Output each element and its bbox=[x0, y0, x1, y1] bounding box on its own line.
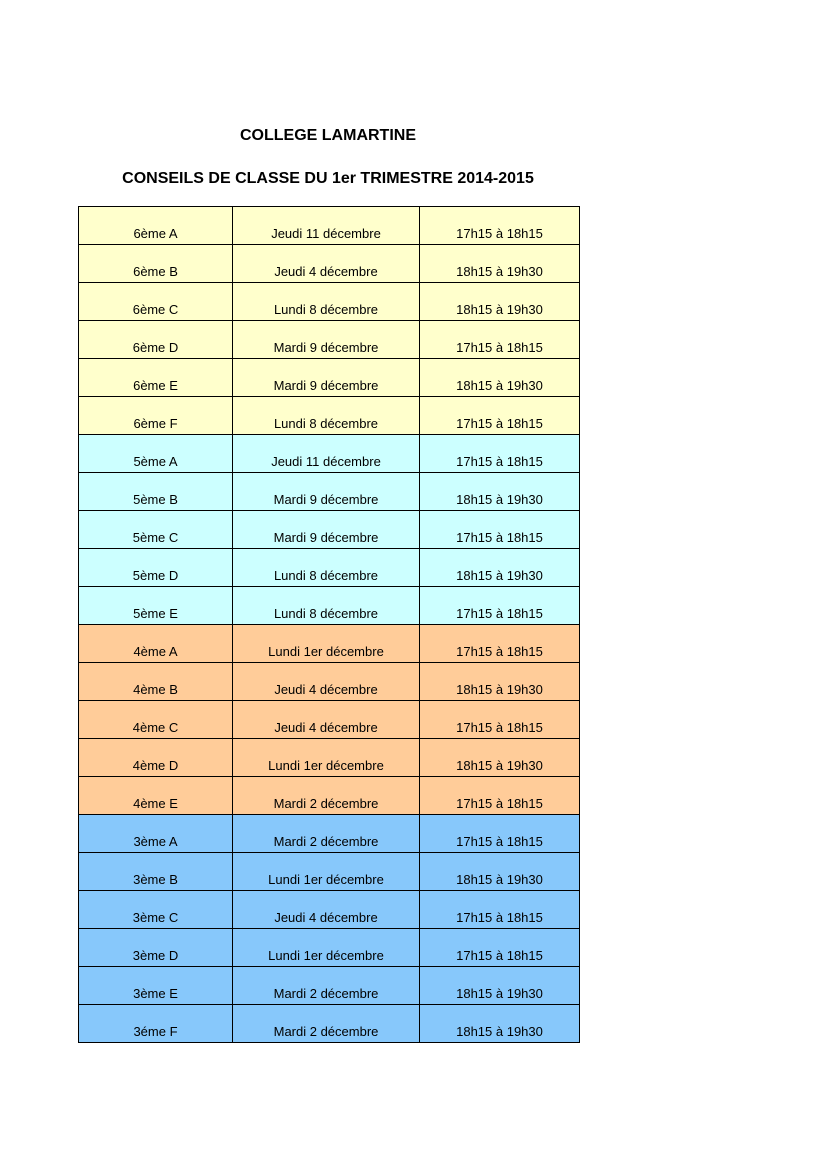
meeting-date-cell: Lundi 1er décembre bbox=[233, 739, 420, 777]
meeting-time-cell: 17h15 à 18h15 bbox=[420, 929, 580, 967]
table-row bbox=[79, 967, 580, 1005]
meeting-time-cell: 18h15 à 19h30 bbox=[420, 283, 580, 321]
meeting-date-cell: Mardi 2 décembre bbox=[233, 777, 420, 815]
table-row bbox=[79, 815, 580, 853]
meeting-time-cell: 17h15 à 18h15 bbox=[420, 701, 580, 739]
class-name-cell: 3ème D bbox=[79, 929, 233, 967]
meeting-date-cell: Jeudi 4 décembre bbox=[233, 245, 420, 283]
class-name-cell: 4ème B bbox=[79, 663, 233, 701]
table-row bbox=[79, 701, 580, 739]
meeting-date-cell: Lundi 1er décembre bbox=[233, 625, 420, 663]
table-row bbox=[79, 853, 580, 891]
meeting-date-cell: Lundi 8 décembre bbox=[233, 549, 420, 587]
class-council-schedule-table bbox=[78, 206, 580, 1043]
meeting-time-cell: 18h15 à 19h30 bbox=[420, 473, 580, 511]
meeting-date-cell: Mardi 2 décembre bbox=[233, 1005, 420, 1043]
class-name-cell: 5ème B bbox=[79, 473, 233, 511]
meeting-time-cell: 17h15 à 18h15 bbox=[420, 435, 580, 473]
meeting-date-cell: Jeudi 11 décembre bbox=[233, 435, 420, 473]
meeting-time-cell: 18h15 à 19h30 bbox=[420, 739, 580, 777]
schedule-table-body bbox=[79, 207, 580, 1043]
table-row bbox=[79, 663, 580, 701]
class-name-cell: 6ème E bbox=[79, 359, 233, 397]
table-row bbox=[79, 739, 580, 777]
class-name-cell: 3ème C bbox=[79, 891, 233, 929]
class-name-cell: 3éme F bbox=[79, 1005, 233, 1043]
class-name-cell: 6ème F bbox=[79, 397, 233, 435]
class-name-cell: 6ème D bbox=[79, 321, 233, 359]
table-row bbox=[79, 549, 580, 587]
table-row bbox=[79, 283, 580, 321]
meeting-date-cell: Mardi 9 décembre bbox=[233, 321, 420, 359]
meeting-time-cell: 17h15 à 18h15 bbox=[420, 777, 580, 815]
school-title: COLLEGE LAMARTINE bbox=[240, 127, 416, 144]
meeting-time-cell: 18h15 à 19h30 bbox=[420, 245, 580, 283]
class-name-cell: 4ème C bbox=[79, 701, 233, 739]
table-row bbox=[79, 359, 580, 397]
class-name-cell: 5ème C bbox=[79, 511, 233, 549]
table-row bbox=[79, 777, 580, 815]
meeting-time-cell: 17h15 à 18h15 bbox=[420, 891, 580, 929]
table-row bbox=[79, 1005, 580, 1043]
table-row bbox=[79, 891, 580, 929]
class-name-cell: 4ème A bbox=[79, 625, 233, 663]
meeting-time-cell: 17h15 à 18h15 bbox=[420, 207, 580, 245]
meeting-time-cell: 18h15 à 19h30 bbox=[420, 359, 580, 397]
class-name-cell: 6ème B bbox=[79, 245, 233, 283]
table-row bbox=[79, 587, 580, 625]
table-row bbox=[79, 473, 580, 511]
table-row bbox=[79, 435, 580, 473]
meeting-date-cell: Jeudi 4 décembre bbox=[233, 663, 420, 701]
table-row bbox=[79, 397, 580, 435]
class-name-cell: 5ème E bbox=[79, 587, 233, 625]
meeting-date-cell: Lundi 8 décembre bbox=[233, 397, 420, 435]
meeting-date-cell: Jeudi 4 décembre bbox=[233, 891, 420, 929]
meeting-date-cell: Mardi 9 décembre bbox=[233, 359, 420, 397]
meeting-date-cell: Mardi 9 décembre bbox=[233, 511, 420, 549]
class-name-cell: 4ème D bbox=[79, 739, 233, 777]
meeting-time-cell: 18h15 à 19h30 bbox=[420, 663, 580, 701]
meeting-time-cell: 17h15 à 18h15 bbox=[420, 321, 580, 359]
meeting-time-cell: 17h15 à 18h15 bbox=[420, 511, 580, 549]
document-subtitle: CONSEILS DE CLASSE DU 1er TRIMESTRE 2014-2015 bbox=[122, 170, 534, 187]
class-name-cell: 3ème E bbox=[79, 967, 233, 1005]
class-name-cell: 5ème D bbox=[79, 549, 233, 587]
meeting-time-cell: 18h15 à 19h30 bbox=[420, 549, 580, 587]
meeting-time-cell: 18h15 à 19h30 bbox=[420, 1005, 580, 1043]
table-row bbox=[79, 245, 580, 283]
class-name-cell: 6ème C bbox=[79, 283, 233, 321]
meeting-date-cell: Mardi 2 décembre bbox=[233, 967, 420, 1005]
table-row bbox=[79, 625, 580, 663]
meeting-time-cell: 17h15 à 18h15 bbox=[420, 397, 580, 435]
class-name-cell: 6ème A bbox=[79, 207, 233, 245]
table-row bbox=[79, 207, 580, 245]
meeting-date-cell: Lundi 1er décembre bbox=[233, 929, 420, 967]
meeting-date-cell: Lundi 8 décembre bbox=[233, 283, 420, 321]
meeting-time-cell: 18h15 à 19h30 bbox=[420, 853, 580, 891]
meeting-date-cell: Lundi 1er décembre bbox=[233, 853, 420, 891]
table-row bbox=[79, 929, 580, 967]
meeting-date-cell: Mardi 2 décembre bbox=[233, 815, 420, 853]
class-name-cell: 3ème A bbox=[79, 815, 233, 853]
class-name-cell: 3ème B bbox=[79, 853, 233, 891]
meeting-date-cell: Jeudi 4 décembre bbox=[233, 701, 420, 739]
table-row bbox=[79, 321, 580, 359]
meeting-date-cell: Lundi 8 décembre bbox=[233, 587, 420, 625]
class-name-cell: 4ème E bbox=[79, 777, 233, 815]
meeting-time-cell: 17h15 à 18h15 bbox=[420, 815, 580, 853]
meeting-time-cell: 18h15 à 19h30 bbox=[420, 967, 580, 1005]
table-row bbox=[79, 511, 580, 549]
meeting-time-cell: 17h15 à 18h15 bbox=[420, 625, 580, 663]
meeting-date-cell: Mardi 9 décembre bbox=[233, 473, 420, 511]
meeting-date-cell: Jeudi 11 décembre bbox=[233, 207, 420, 245]
meeting-time-cell: 17h15 à 18h15 bbox=[420, 587, 580, 625]
class-name-cell: 5ème A bbox=[79, 435, 233, 473]
